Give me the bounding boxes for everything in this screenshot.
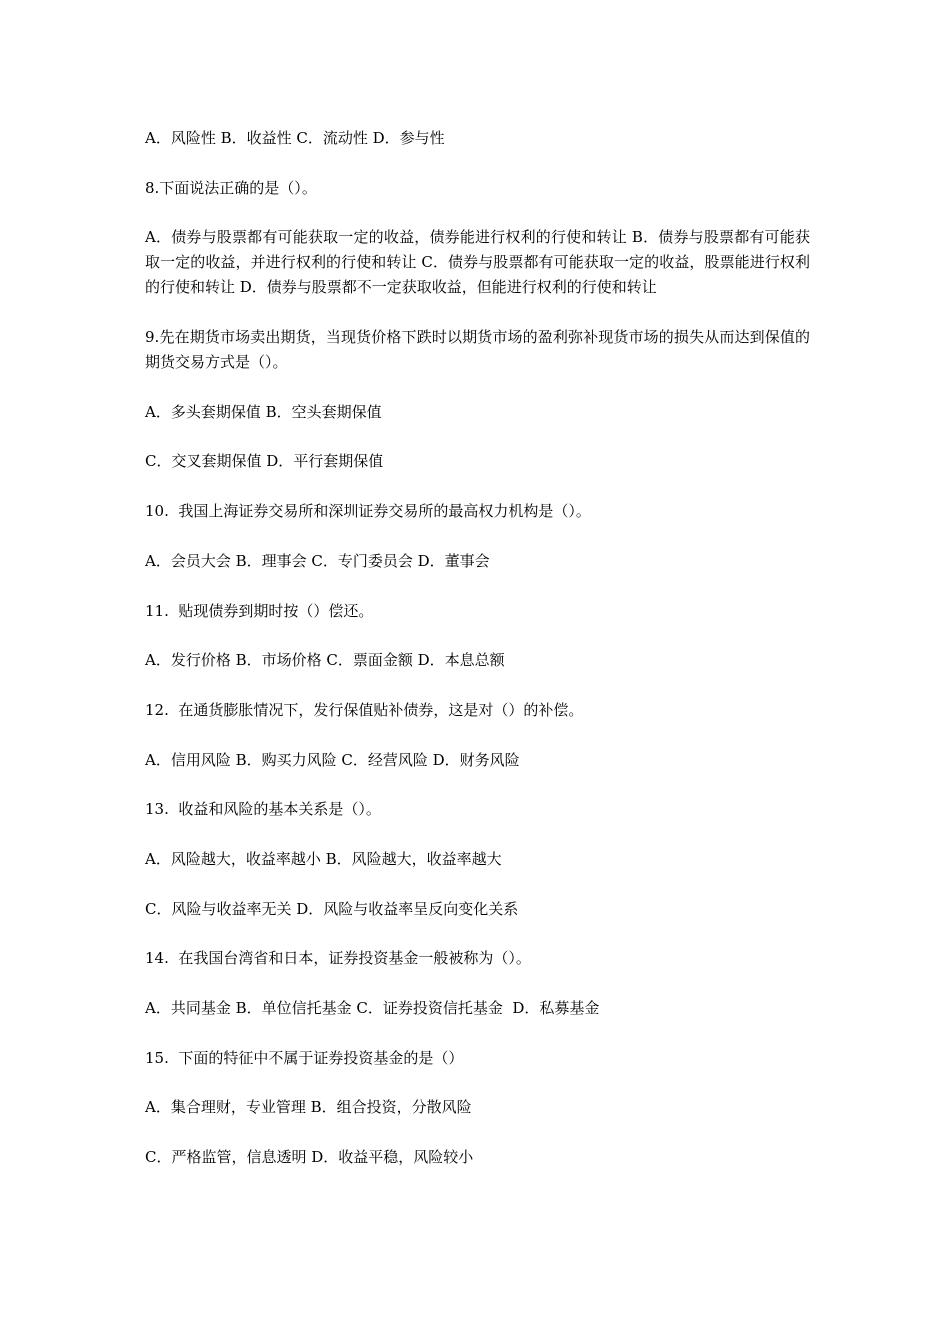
question-9: 9.先在期货市场卖出期货，当现货价格下跌时以期货市场的盈利弥补现货市场的损失从而达到保值的期货交易方式是（）。 xyxy=(145,328,810,372)
options-q14: A．共同基金 B．单位信托基金 C．证券投资信托基金 D．私募基金 xyxy=(145,999,600,1017)
options-q13-ab: A．风险越大，收益率越小 B．风险越大，收益率越大 xyxy=(145,849,502,868)
question-10: 10. 我国上海证券交易所和深圳证券交易所的最高权力机构是（）。 xyxy=(145,502,591,521)
options-q15-ab: A．集合理财，专业管理 B．组合投资，分散风险 xyxy=(145,1098,472,1117)
options-q9-cd: C．交叉套期保值 D．平行套期保值 xyxy=(145,452,384,471)
options-q12: A．信用风险 B．购买力风险 C．经营风险 D．财务风险 xyxy=(145,750,520,769)
options-q9-ab: A．多头套期保值 B．空头套期保值 xyxy=(145,402,382,421)
options-q13-cd: C．风险与收益率无关 D．风险与收益率呈反向变化关系 xyxy=(145,899,519,918)
question-11: 11. 贴现债券到期时按（）偿还。 xyxy=(145,601,374,620)
options-q10: A．会员大会 B．理事会 C．专门委员会 D．董事会 xyxy=(145,551,490,570)
options-q11: A．发行价格 B．市场价格 C．票面金额 D．本息总额 xyxy=(145,651,505,670)
document-body xyxy=(145,126,810,1195)
question-8: 8.下面说法正确的是（）。 xyxy=(145,178,317,197)
question-13: 13. 收益和风险的基本关系是（）。 xyxy=(145,800,381,819)
options-q7: A．风险性 B．收益性 C．流动性 D．参与性 xyxy=(145,129,445,147)
question-12: 12. 在通货膨胀情况下，发行保值贴补债券，这是对（）的补偿。 xyxy=(145,700,584,719)
options-q15-cd: C．严格监管，信息透明 D．收益平稳，风险较小 xyxy=(145,1148,474,1167)
options-q8: A．债券与股票都有可能获取一定的收益，债券能进行权利的行使和转让 B．债券与股票都有可能获取一定的收益，并进行权利的行使和转让 C．债券与股票都有可能获取一定的收益，股票能进行权利的行使和转让 D．债券与股票都不一定获取收益，但能进行权利的行使和转让 xyxy=(145,228,810,297)
question-14: 14. 在我国台湾省和日本，证券投资基金一般被称为（）。 xyxy=(145,949,531,968)
question-15: 15. 下面的特征中不属于证券投资基金的是（） xyxy=(145,1048,464,1067)
